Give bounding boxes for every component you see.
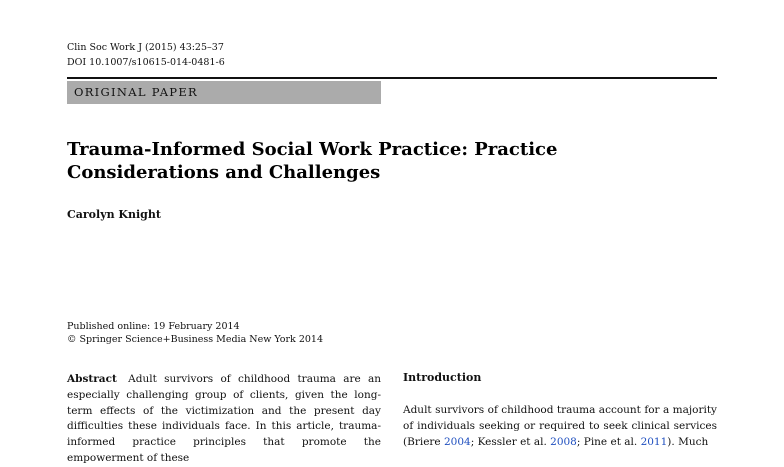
header-rule <box>67 77 717 79</box>
introduction-tail: ). Much <box>667 435 709 448</box>
abstract <box>67 372 381 467</box>
abstract-label: Abstract <box>67 373 117 385</box>
journal-citation: Clin Soc Work J (2015) 43:25–37 <box>67 42 224 53</box>
copyright: © Springer Science+Business Media New York 2014 <box>67 334 324 345</box>
article-title: Trauma-Informed Social Work Practice: Practice Considerations and Challenges <box>67 139 558 183</box>
article-type-badge: ORIGINAL PAPER <box>67 81 381 104</box>
introduction-text: Adult survivors of childhood trauma account for a majority of individuals seeking or required to seek clinical services <box>403 404 717 432</box>
introduction-line-lead: (Briere <box>403 435 444 448</box>
introduction-heading: Introduction <box>403 371 482 384</box>
published-online: Published online: 19 February 2014 <box>67 321 240 332</box>
doi: DOI 10.1007/s10615-014-0481-6 <box>67 57 225 68</box>
citation-link-1[interactable]: 2004 <box>443 435 471 448</box>
introduction-mid-2: ; Pine et al. <box>576 435 641 448</box>
introduction-body <box>403 403 717 450</box>
citation-link-2[interactable]: 2008 <box>550 435 577 448</box>
introduction-mid-1: ; Kessler et al. <box>470 435 551 448</box>
article-author: Carolyn Knight <box>67 208 161 221</box>
citation-link-3[interactable]: 2011 <box>640 435 668 448</box>
abstract-text: Adult survivors of childhood trauma are an especially challenging group of clients, given the long-term effects of the victimization and the present day difficulties these individuals face. In this article, trauma-informed practice principles that promote the empowerment of these <box>67 373 382 464</box>
